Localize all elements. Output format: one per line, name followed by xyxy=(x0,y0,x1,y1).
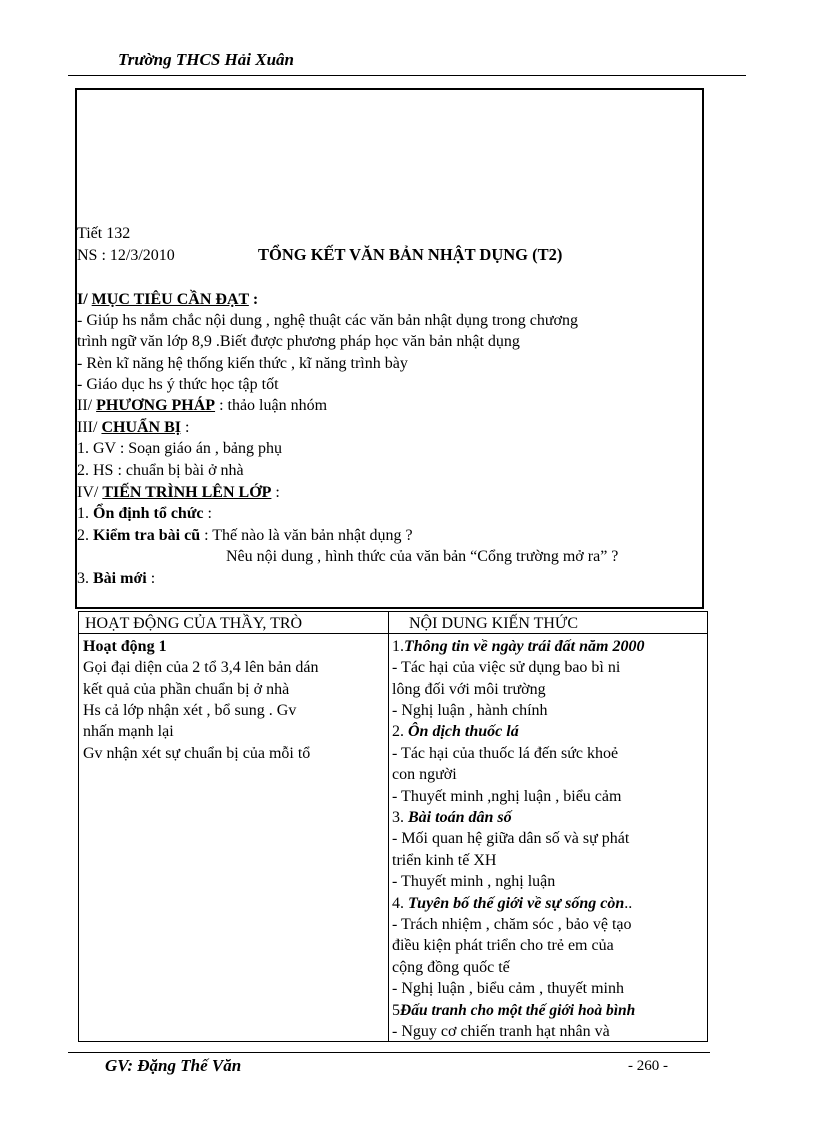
section-procedure-heading: IV/ TIẾN TRÌNH LÊN LỚP : xyxy=(77,484,280,501)
content-line: con người xyxy=(392,766,457,783)
content-line: triển kinh tế XH xyxy=(392,852,497,869)
objective-line: - Giáo dục hs ý thức học tập tốt xyxy=(77,376,279,393)
content-line: - Tác hại của thuốc lá đến sức khoẻ xyxy=(392,745,619,762)
content-item-title: 2. Ôn dịch thuốc lá xyxy=(392,723,519,740)
activity-line: Gọi đại diện của 2 tổ 3,4 lên bản dán xyxy=(83,659,319,676)
content-line: điều kiện phát triển cho trẻ em của xyxy=(392,937,614,954)
content-line: - Trách nhiệm , chăm sóc , bảo vệ tạo xyxy=(392,916,632,933)
activity-title: Hoạt động 1 xyxy=(83,638,167,655)
activity-line: kết quả của phần chuẩn bị ở nhà xyxy=(83,681,290,698)
preparation-line: 1. GV : Soạn giáo án , bảng phụ xyxy=(77,440,283,457)
objective-line: - Rèn kĩ năng hệ thống kiến thức , kĩ năng trình bày xyxy=(77,355,408,372)
preparation-line: 2. HS : chuẩn bị bài ở nhà xyxy=(77,462,244,479)
content-line: - Tác hại của việc sử dụng bao bì ni xyxy=(392,659,621,676)
content-line: - Nghị luận , biểu cảm , thuyết minh xyxy=(392,980,624,997)
activity-line: nhấn mạnh lại xyxy=(83,723,174,740)
header-rule xyxy=(68,75,746,76)
school-name: Trường THCS Hải Xuân xyxy=(118,50,294,69)
lesson-date: NS : 12/3/2010 xyxy=(77,247,175,264)
content-item-title: 3. Bài toán dân số xyxy=(392,809,512,826)
content-item-title: 1.Thông tin về ngày trái đất năm 2000 xyxy=(392,638,645,655)
content-line: - Nghị luận , hành chính xyxy=(392,702,548,719)
content-line: - Mối quan hệ giữa dân số và sự phát xyxy=(392,830,630,847)
section-preparation-heading: III/ CHUẨN BỊ : xyxy=(77,419,190,436)
teacher-name: GV: Đặng Thế Văn xyxy=(105,1056,242,1075)
content-line: - Thuyết minh ,nghị luận , biểu cảm xyxy=(392,788,622,805)
table-header-activities: HOẠT ĐỘNG CỦA THẦY, TRÒ xyxy=(85,615,303,632)
table-header-content: NỘI DUNG KIẾN THỨC xyxy=(409,615,578,632)
page-number: - 260 - xyxy=(628,1058,668,1074)
table-column-divider xyxy=(388,611,389,1042)
content-item-title: 4. Tuyên bố thế giới về sự sống còn.. xyxy=(392,895,633,912)
activity-line: Hs cả lớp nhận xét , bổ sung . Gv xyxy=(83,702,297,719)
lesson-period: Tiết 132 xyxy=(77,225,131,242)
content-line: - Nguy cơ chiến tranh hạt nhân và xyxy=(392,1023,610,1040)
activity-line: Gv nhận xét sự chuẩn bị của mỗi tổ xyxy=(83,745,311,762)
content-line: cộng đồng quốc tế xyxy=(392,959,510,976)
procedure-line: Nêu nội dung , hình thức của văn bản “Cổng trường mở ra” ? xyxy=(226,548,619,565)
procedure-line: 2. Kiểm tra bài cũ : Thế nào là văn bản nhật dụng ? xyxy=(77,527,413,544)
procedure-line: 1. Ổn định tổ chức : xyxy=(77,505,212,522)
lesson-title: TỔNG KẾT VĂN BẢN NHẬT DỤNG (T2) xyxy=(258,245,563,264)
content-item-title: 5Đấu tranh cho một thế giới hoà bình xyxy=(392,1002,636,1019)
objective-line: trình ngữ văn lớp 8,9 .Biết được phương pháp học văn bản nhật dụng xyxy=(77,333,520,350)
footer-rule xyxy=(68,1052,710,1053)
section-method: II/ PHƯƠNG PHÁP : thảo luận nhóm xyxy=(77,397,328,414)
content-line: lông đối với môi trường xyxy=(392,681,546,698)
procedure-line: 3. Bài mới : xyxy=(77,570,156,587)
table-header-divider xyxy=(78,633,708,634)
section-objectives-heading: I/ MỤC TIÊU CẦN ĐẠT : xyxy=(77,291,259,308)
content-line: - Thuyết minh , nghị luận xyxy=(392,873,556,890)
objective-line: - Giúp hs nắm chắc nội dung , nghệ thuật các văn bản nhật dụng trong chương xyxy=(77,312,579,329)
